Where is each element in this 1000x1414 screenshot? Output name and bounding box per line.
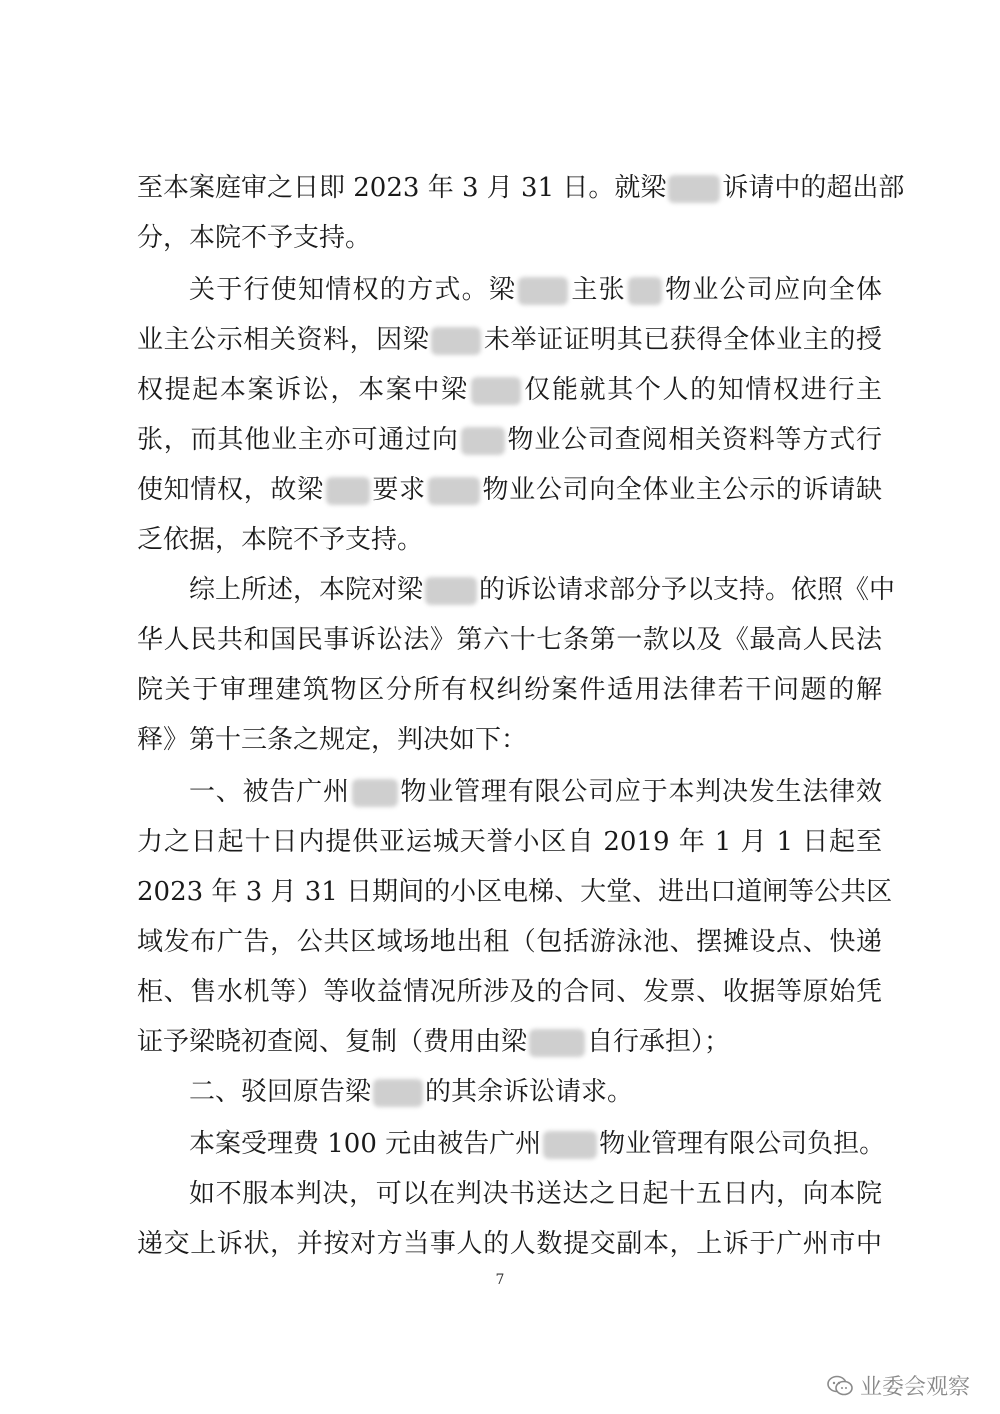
text-line: 2023 年 3 月 31 日期间的小区电梯、大堂、进出口道闸等公共区 [137, 877, 893, 907]
redaction [352, 779, 398, 807]
redaction [543, 1131, 597, 1159]
watermark-text: 业委会观察 [859, 1375, 970, 1400]
text-line: 递交上诉状，并按对方当事人的人数提交副本，上诉于广州市中 [137, 1229, 882, 1259]
text-line: 华人民共和国民事诉讼法》第六十七条第一款以及《最高人民法 [137, 625, 882, 655]
text-line: 二、驳回原告梁 的其余诉讼请求。 [189, 1077, 634, 1107]
redaction [471, 377, 521, 405]
redaction [428, 477, 480, 505]
text-line: 分，本院不予支持。 [137, 223, 372, 253]
text-line: 证予梁晓初查阅、复制（费用由梁 自行承担）； [137, 1027, 731, 1057]
text-line: 本案受理费 100 元由被告广州 物业管理有限公司负担。 [189, 1129, 886, 1159]
redaction [518, 277, 568, 305]
redaction [628, 277, 662, 305]
text-line: 业主公示相关资料，因梁 未举证证明其已获得全体业主的授 [137, 325, 882, 355]
text-line: 乏依据，本院不予支持。 [137, 525, 424, 555]
watermark [826, 1370, 970, 1401]
wechat-icon [826, 1374, 854, 1398]
text-line: 关于行使知情权的方式。梁 主张 物业公司应向全体 [189, 275, 882, 305]
text-line: 使知情权，故梁 要求 物业公司向全体业主公示的诉请缺 [137, 475, 882, 505]
redaction [373, 1079, 423, 1107]
redaction [425, 577, 477, 605]
text-line: 至本案庭审之日即 2023 年 3 月 31 日。就梁 诉请中的超出部 [137, 173, 905, 203]
text-line: 院关于审理建筑物区分所有权纠纷案件适用法律若干问题的解 [137, 675, 882, 705]
redaction [431, 327, 481, 355]
text-line: 释》第十三条之规定，判决如下： [137, 725, 528, 755]
text-line: 柜、售水机等）等收益情况所涉及的合同、发票、收据等原始凭 [137, 977, 882, 1007]
text-line: 权提起本案诉讼，本案中梁 仅能就其个人的知情权进行主 [137, 375, 882, 405]
text-line: 张，而其他业主亦可通过向 物业公司查阅相关资料等方式行 [137, 425, 882, 455]
text-line: 域发布广告，公共区域场地出租（包括游泳池、摆摊设点、快递 [137, 927, 882, 957]
page-number: 7 [495, 1272, 505, 1288]
text-line: 如不服本判决，可以在判决书送达之日起十五日内，向本院 [189, 1179, 882, 1209]
text-line: 综上所述，本院对梁 的诉讼请求部分予以支持。依照《中 [189, 575, 896, 605]
redaction [668, 175, 720, 203]
redaction [326, 477, 370, 505]
text-line: 一、被告广州 物业管理有限公司应于本判决发生法律效 [189, 777, 882, 807]
text-line: 力之日起十日内提供亚运城天誉小区自 2019 年 1 月 1 日起至 [137, 827, 882, 857]
redaction [529, 1029, 585, 1057]
redaction [461, 427, 505, 455]
